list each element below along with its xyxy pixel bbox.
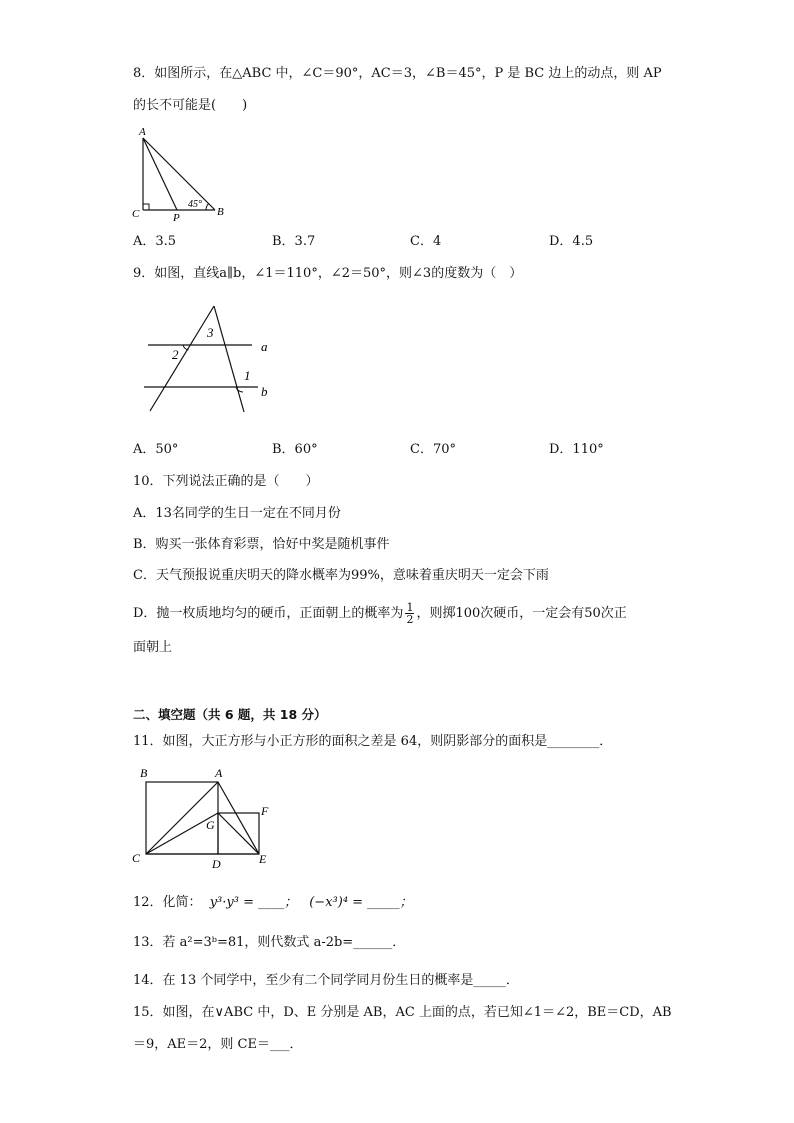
q11-label-b: B <box>140 766 148 780</box>
q9-stem: 9．如图，直线a∥b，∠1＝110°，∠2＝50°，则∠3的度数为（ ） <box>133 266 523 281</box>
q10-option-a: A．13名同学的生日一定在不同月份 <box>133 506 341 521</box>
q8-label-p: P <box>173 212 180 222</box>
q9-option-a: A．50° <box>133 442 179 457</box>
q10-option-d-text: D．抛一枚质地均匀的硬币，正面朝上的概率为 <box>133 606 404 621</box>
q13-stem: 13．若 a²=3ᵇ=81，则代数式 a-2b=______． <box>133 935 406 950</box>
q10-stem: 10．下列说法正确的是（ ） <box>133 474 319 489</box>
q11-stem: 11．如图，大正方形与小正方形的面积之差是 64，则阴影部分的面积是________． <box>133 734 613 749</box>
q10-option-d-text-cont: ，则掷100次硬币，一定会有50次正 <box>416 606 627 621</box>
q8-label-b: B <box>217 206 224 218</box>
q9-angle-3-label: 3 <box>207 325 214 340</box>
q8-label-a: A <box>139 126 146 138</box>
q9-angle-1-label: 1 <box>244 368 251 383</box>
q9-line-b-label: b <box>261 384 268 399</box>
q8-label-c: C <box>132 208 140 220</box>
q15-stem-line1: 15．如图，在∨ABC 中，D、E 分别是 AB，AC 上面的点，若已知∠1＝∠2，BE＝CD，AB <box>133 1005 672 1020</box>
q12-line <box>133 893 413 913</box>
q11-label-g: G <box>206 818 215 832</box>
q8-option-b: B．3.7 <box>272 234 316 249</box>
q9-option-b: B．60° <box>272 442 318 457</box>
q15-stem-line2: ＝9，AE＝2，则 CE＝___． <box>133 1037 303 1052</box>
fraction-denominator: 2 <box>406 613 414 626</box>
q8-option-c: C．4 <box>410 234 442 249</box>
q11-label-d: D <box>212 857 221 870</box>
q11-label-f: F <box>261 804 269 818</box>
q10-option-d-line1 <box>133 602 627 625</box>
fraction-numerator: 1 <box>406 601 414 614</box>
q14-stem: 14．在 13 个同学中，至少有二个同学同月份生日的概率是_____． <box>133 973 519 988</box>
q9-line-a-label: a <box>261 339 268 354</box>
section-heading: 二、填空题（共 6 题，共 18 分） <box>133 707 327 722</box>
q8-triangle-figure <box>130 122 240 222</box>
one-half-fraction <box>405 602 414 625</box>
q12-expression-1: y³·y³ = ____； <box>209 895 298 910</box>
q8-stem-line2: 的长不可能是( ) <box>133 98 248 113</box>
q11-label-a: A <box>215 766 223 780</box>
q8-angle-label: 45° <box>188 199 202 210</box>
q8-stem-line1: 8．如图所示，在△ABC 中，∠C＝90°，AC＝3，∠B＝45°，P 是 BC 边上的动点，则 AP <box>133 66 662 81</box>
q10-option-d-line2: 面朝上 <box>133 640 173 655</box>
q8-option-d: D．4.5 <box>549 234 594 249</box>
q9-option-c: C．70° <box>410 442 456 457</box>
q11-label-e: E <box>259 852 267 866</box>
q9-parallel-lines-figure <box>140 300 280 418</box>
q9-option-d: D．110° <box>549 442 604 457</box>
q10-option-c: C．天气预报说重庆明天的降水概率为99%，意味着重庆明天一定会下雨 <box>133 568 549 583</box>
q10-option-b: B．购买一张体育彩票，恰好中奖是随机事件 <box>133 537 390 552</box>
q12-prefix: 12．化简： <box>133 895 202 910</box>
q11-squares-figure <box>130 762 280 870</box>
q11-label-c: C <box>132 851 141 865</box>
q12-expression-2: (−x³)⁴ = _____； <box>309 895 413 910</box>
q9-angle-2-label: 2 <box>172 347 179 362</box>
q8-option-a: A．3.5 <box>133 234 177 249</box>
